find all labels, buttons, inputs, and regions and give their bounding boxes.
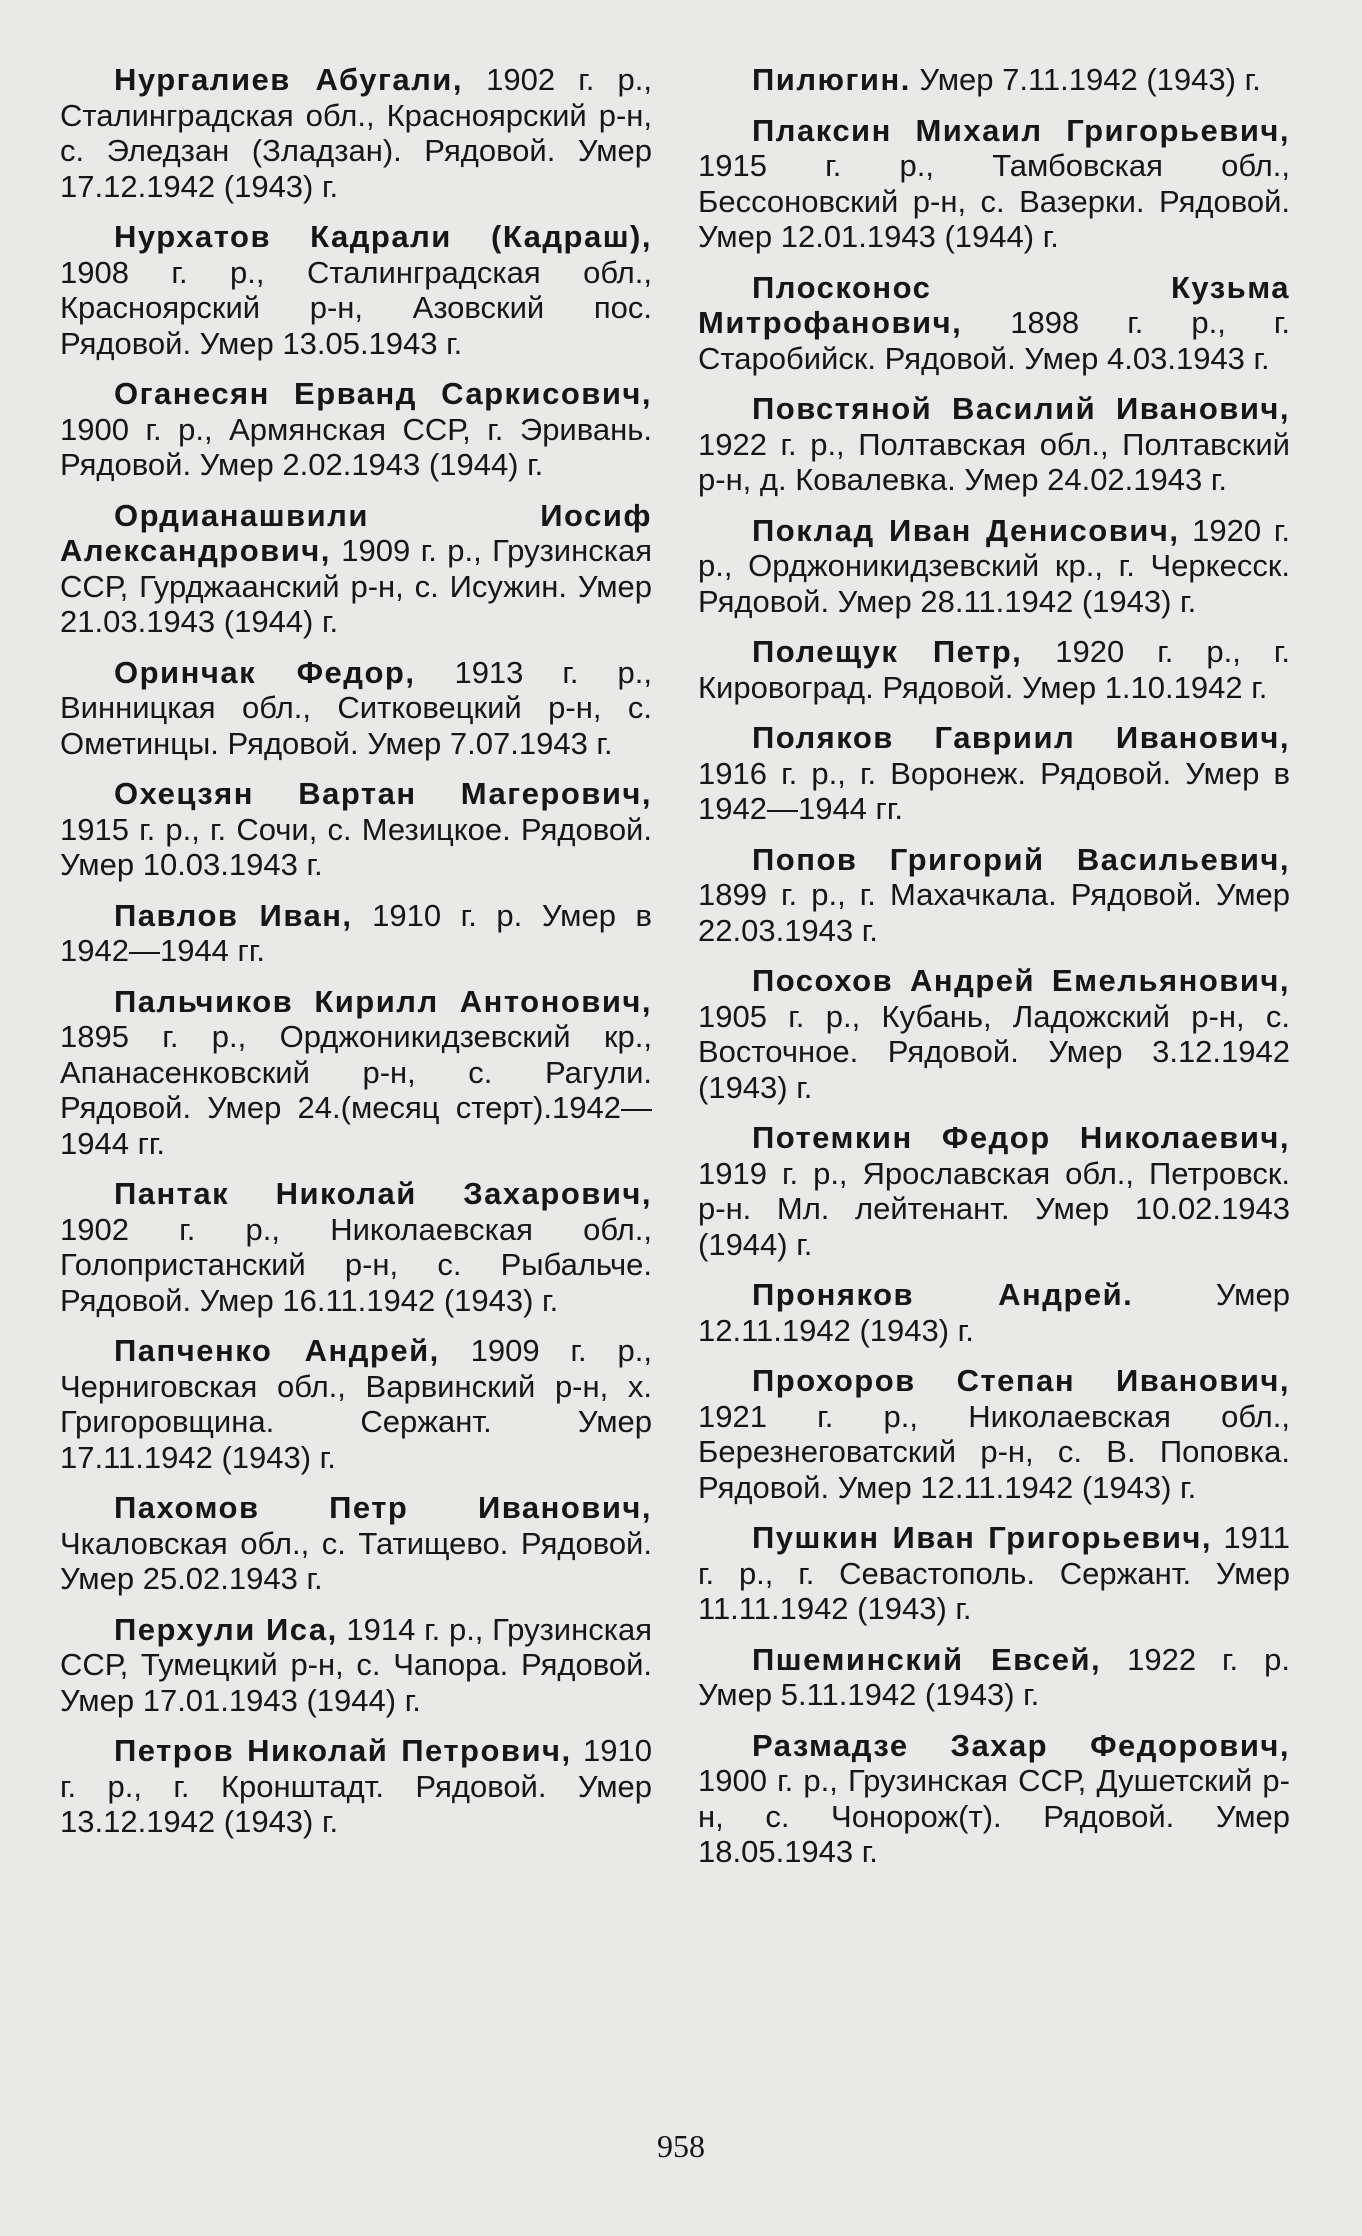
list-entry bbox=[698, 963, 1290, 1105]
entry-name: Пальчиков Кирилл Антонович, bbox=[114, 983, 652, 1019]
list-entry bbox=[60, 1176, 652, 1318]
list-entry bbox=[698, 842, 1290, 949]
entry-details: 1895 г. р., Орджоникидзевский кр., Апанасенковский р-н, с. Рагули. Рядовой. Умер 24.(месяц стерт).1942—1944 гг. bbox=[60, 1019, 652, 1161]
entry-name: Пантак Николай Захарович, bbox=[114, 1176, 652, 1211]
list-entry bbox=[60, 376, 652, 483]
entry-name: Посохов Андрей Емельянович, bbox=[752, 963, 1290, 998]
entry-name: Попов Григорий Васильевич, bbox=[752, 841, 1290, 877]
list-entry bbox=[60, 1490, 652, 1597]
entry-name: Плаксин Михаил Григорьевич, bbox=[752, 112, 1290, 148]
list-entry bbox=[698, 270, 1290, 377]
entry-name: Папченко Андрей, bbox=[114, 1333, 440, 1368]
left-column bbox=[60, 62, 652, 1855]
entry-details: 1921 г. р., Николаевская обл., Березнеговатский р-н, с. В. Поповка. Рядовой. Умер 12.11.1942 (1943) г. bbox=[698, 1398, 1290, 1505]
entry-name: Оринчак Федор, bbox=[114, 654, 416, 690]
entry-details: Умер 12.11.1942 (1943) г. bbox=[698, 1277, 1290, 1348]
entry-details: 1920 г. р., Орджоникидзевский кр., г. Черкесск. Рядовой. Умер 28.11.1942 (1943) г. bbox=[698, 512, 1290, 619]
entry-details: 1920 г. р., г. Кировоград. Рядовой. Умер 1.10.1942 г. bbox=[698, 634, 1291, 705]
list-entry bbox=[60, 984, 652, 1162]
entry-details: 1922 г. р., Полтавская обл., Полтавский р-н, д. Ковалевка. Умер 24.02.1943 г. bbox=[698, 426, 1290, 497]
list-entry bbox=[698, 1520, 1290, 1627]
list-entry bbox=[698, 1728, 1290, 1870]
entry-details: 1910 г. р. Умер в 1942—1944 гг. bbox=[60, 897, 652, 968]
entry-details: 1899 г. р., г. Махачкала. Рядовой. Умер 22.03.1943 г. bbox=[698, 877, 1290, 948]
list-entry bbox=[698, 1642, 1290, 1713]
entry-name: Пилюгин. bbox=[752, 62, 911, 97]
list-entry bbox=[60, 898, 652, 969]
entry-details: 1915 г. р., Тамбовская обл., Бессоновский р-н, с. Вазерки. Рядовой. Умер 12.01.1943 (1944) г. bbox=[698, 148, 1290, 254]
entry-name: Павлов Иван, bbox=[114, 897, 353, 933]
list-entry bbox=[698, 1277, 1290, 1348]
entry-name: Нургалиев Абугали, bbox=[114, 62, 463, 97]
list-entry bbox=[698, 1120, 1290, 1262]
entry-name: Охецзян Вартан Магерович, bbox=[114, 776, 652, 811]
entry-name: Размадзе Захар Федорович, bbox=[752, 1727, 1290, 1763]
entry-name: Пахомов Петр Иванович, bbox=[114, 1490, 652, 1525]
list-entry bbox=[60, 498, 652, 640]
list-entry bbox=[60, 1612, 652, 1719]
entry-details: 1905 г. р., Кубань, Ладожский р-н, с. Восточное. Рядовой. Умер 3.12.1942 (1943) г. bbox=[698, 998, 1290, 1105]
right-column bbox=[698, 62, 1290, 1885]
entry-details: 1902 г. р., Сталинградская обл., Красноярский р-н, с. Эледзан (Зладзан). Рядовой. Умер 17.12.1942 (1943) г. bbox=[60, 62, 652, 204]
list-entry bbox=[60, 655, 652, 762]
list-entry bbox=[60, 219, 652, 361]
list-entry bbox=[698, 720, 1290, 827]
page-number: 958 bbox=[657, 2128, 705, 2164]
entry-details: 1913 г. р., Винницкая обл., Ситковецкий р-н, с. Ометинцы. Рядовой. Умер 7.07.1943 г. bbox=[60, 654, 653, 761]
entry-name: Поклад Иван Денисович, bbox=[752, 512, 1180, 548]
entry-name: Прохоров Степан Иванович, bbox=[752, 1363, 1290, 1398]
entry-details: 1922 г. р. Умер 5.11.1942 (1943) г. bbox=[698, 1641, 1290, 1712]
entry-name: Ордианашвили Иосиф Александрович, bbox=[60, 497, 652, 568]
entry-name: Повстяной Василий Иванович, bbox=[752, 391, 1290, 426]
list-entry bbox=[60, 62, 652, 204]
list-entry bbox=[60, 1333, 652, 1475]
list-entry bbox=[698, 1363, 1290, 1505]
entry-details: 1919 г. р., Ярославская обл., Петровск. р-н. Мл. лейтенант. Умер 10.02.1943 (1944) г. bbox=[698, 1155, 1290, 1262]
entry-details: 1911 г. р., г. Севастополь. Сержант. Умер 11.11.1942 (1943) г. bbox=[698, 1520, 1290, 1626]
entry-name: Пшеминский Евсей, bbox=[752, 1641, 1102, 1677]
entry-details: 1915 г. р., г. Сочи, с. Мезицкое. Рядовой. Умер 10.03.1943 г. bbox=[60, 811, 652, 882]
entry-name: Нурхатов Кадрали (Кадраш), bbox=[114, 219, 652, 254]
entry-details: Умер 7.11.1942 (1943) г. bbox=[910, 62, 1261, 97]
entry-name: Полещук Петр, bbox=[752, 634, 1023, 669]
entry-details: 1902 г. р., Николаевская обл., Голопристанский р-н, с. Рыбальче. Рядовой. Умер 16.11.1942 (1943) г. bbox=[60, 1211, 652, 1318]
entry-details: 1900 г. р., Армянская ССР, г. Эривань. Рядовой. Умер 2.02.1943 (1944) г. bbox=[60, 411, 652, 482]
entry-details: 1908 г. р., Сталинградская обл., Красноярский р-н, Азовский пос. Рядовой. Умер 13.05.1943 г. bbox=[60, 254, 652, 361]
entry-details: 1914 г. р., Грузинская ССР, Тумецкий р-н, с. Чапора. Рядовой. Умер 17.01.1943 (1944) г. bbox=[60, 1611, 652, 1718]
list-entry bbox=[698, 634, 1290, 705]
entry-name: Проняков Андрей. bbox=[752, 1277, 1134, 1312]
entry-name: Оганесян Ерванд Саркисович, bbox=[114, 376, 652, 411]
list-entry bbox=[698, 513, 1290, 620]
list-entry bbox=[698, 113, 1290, 255]
entry-name: Петров Николай Петрович, bbox=[114, 1733, 572, 1768]
entry-details: 1910 г. р., г. Кронштадт. Рядовой. Умер 13.12.1942 (1943) г. bbox=[60, 1733, 652, 1839]
entry-name: Плосконос Кузьма Митрофанович, bbox=[698, 269, 1290, 340]
entry-details: 1900 г. р., Грузинская ССР, Душетский р-н, с. Чонорож(т). Рядовой. Умер 18.05.1943 г. bbox=[698, 1763, 1290, 1869]
entry-details: 1898 г. р., г. Старобийск. Рядовой. Умер 4.03.1943 г. bbox=[698, 305, 1290, 376]
list-entry bbox=[60, 1733, 652, 1840]
entry-name: Пушкин Иван Григорьевич, bbox=[752, 1520, 1212, 1555]
entry-details: Чкаловская обл., с. Татищево. Рядовой. Умер 25.02.1943 г. bbox=[60, 1525, 652, 1596]
entry-name: Перхули Иса, bbox=[114, 1611, 338, 1647]
entry-name: Потемкин Федор Николаевич, bbox=[752, 1120, 1290, 1155]
entry-details: 1909 г. р., Грузинская ССР, Гурджаанский р-н, с. Исужин. Умер 21.03.1943 (1944) г. bbox=[60, 533, 652, 639]
list-entry bbox=[698, 391, 1290, 498]
entry-details: 1909 г. р., Черниговская обл., Варвинский р-н, х. Григоровщина. Сержант. Умер 17.11.1942 (1943) г. bbox=[60, 1333, 653, 1475]
entry-name: Поляков Гавриил Иванович, bbox=[752, 720, 1290, 755]
entry-details: 1916 г. р., г. Воронеж. Рядовой. Умер в 1942—1944 гг. bbox=[698, 755, 1290, 826]
list-entry bbox=[60, 776, 652, 883]
list-entry bbox=[698, 62, 1290, 98]
